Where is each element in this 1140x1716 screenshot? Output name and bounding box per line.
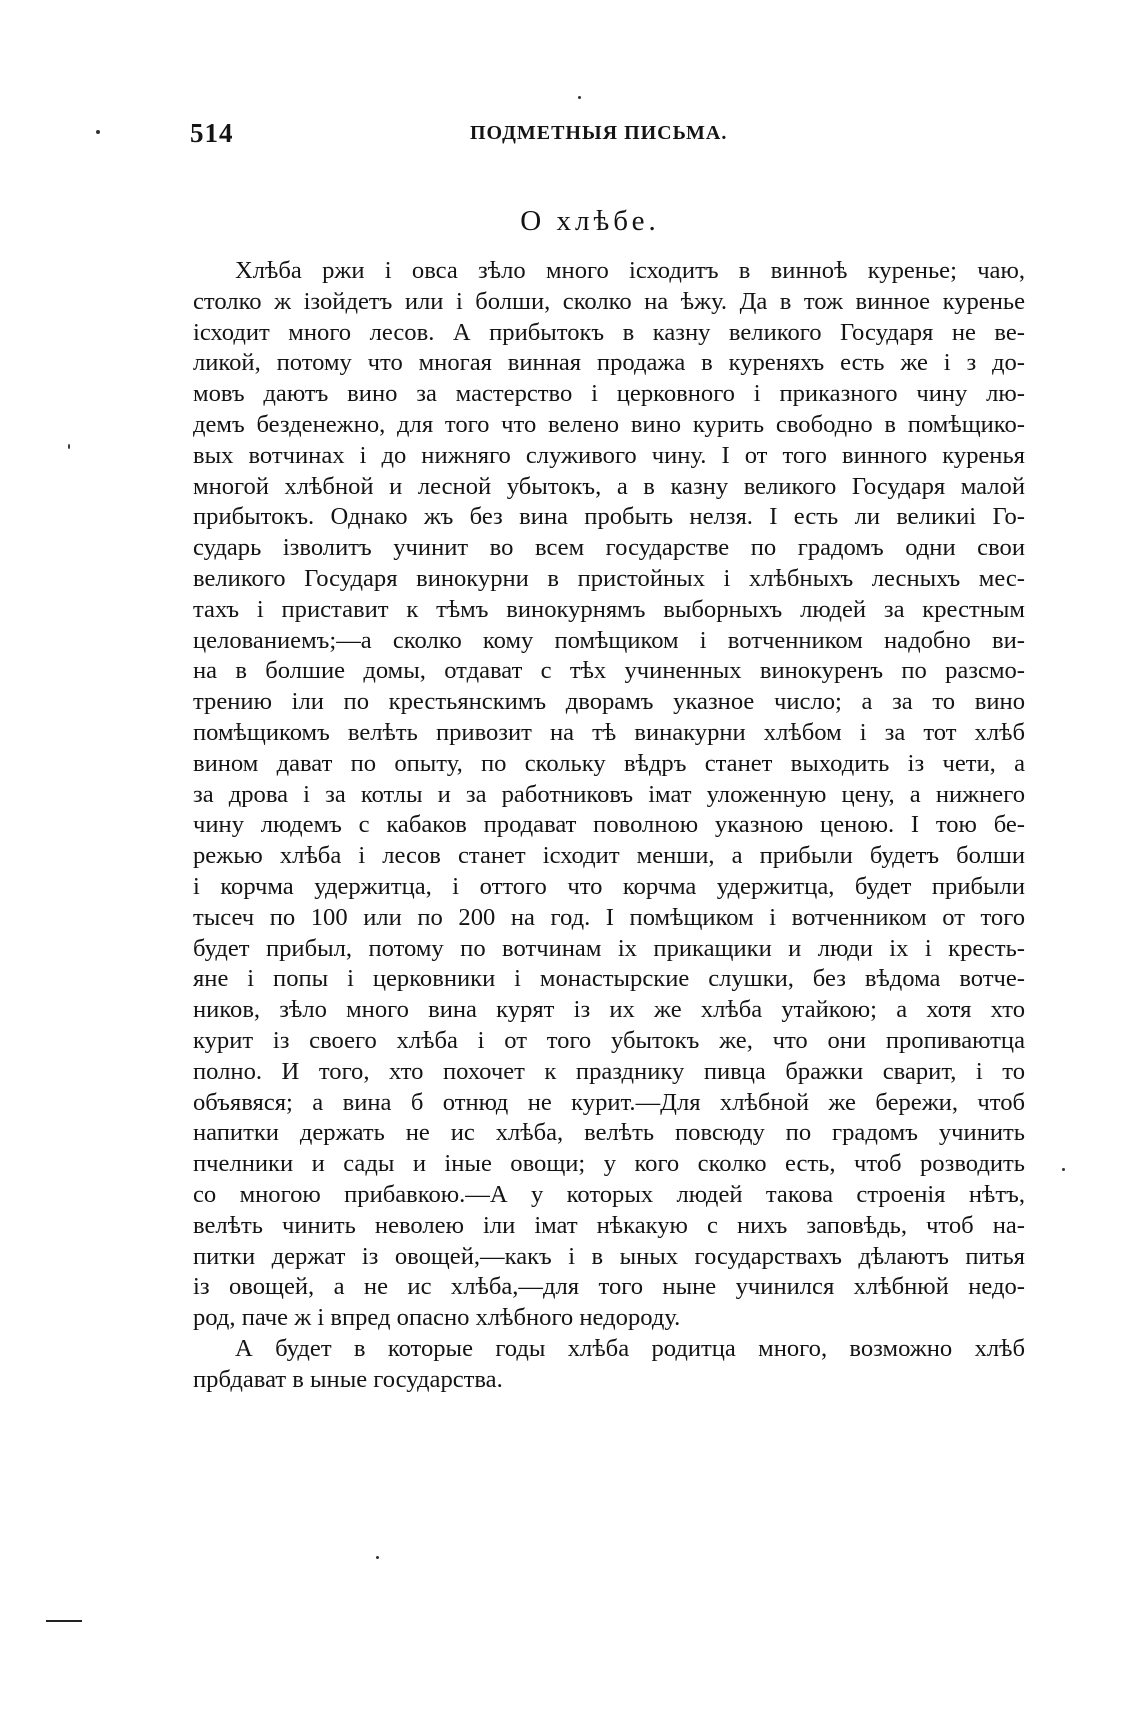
text-line: прбдават в ыные государства.: [193, 1365, 503, 1393]
margin-mark: [46, 1620, 82, 1622]
paragraph-2: [193, 1334, 1025, 1396]
page-number: 514: [190, 118, 234, 148]
running-title: ПОДМЕТНЫЯ ПИСЬМА.: [470, 122, 728, 144]
text-line: тахъ і приставит к тѣмъ винокурнямъ выборныхъ людей за крестным: [193, 595, 1025, 623]
text-line: целованиемъ;—а сколко кому помѣщиком і вотченником надобно ви-: [193, 626, 1025, 654]
text-line: вых вотчинах і до нижняго служивого чину. І от того винного куренья: [193, 441, 1025, 469]
body-text: [193, 256, 1025, 1395]
text-line: питки держат із овощей,—какъ і в ыных государствахъ дѣлаютъ питья: [193, 1242, 1025, 1270]
text-line: со многою прибавкою.—А у которых людей такова строенія нѣтъ,: [193, 1180, 1025, 1208]
text-line: ников, зѣло много вина курят із их же хлѣба утайкою; а хотя хто: [193, 996, 1025, 1024]
text-line: сударь ізволитъ учинит во всем государстве по градомъ одни свои: [193, 534, 1025, 562]
text-line: прибытокъ. Однако жъ без вина пробыть нелзя. І есть ли великиі Го-: [193, 503, 1025, 531]
text-line: тысеч по 100 или по 200 на год. І помѣщиком і вотченником от того: [193, 903, 1025, 931]
text-line: на в болшие домы, отдават с тѣх учиненных винокуренъ по разсмо-: [193, 657, 1025, 685]
text-line: за дрова і за котлы и за работниковъ імат уложенную цену, а нижнего: [193, 780, 1025, 808]
text-line: род, паче ж і впред опасно хлѣбного недороду.: [193, 1304, 681, 1332]
text-line: із овощей, а не ис хлѣба,—для того ныне учинился хлѣбнюй недо-: [193, 1273, 1025, 1301]
text-line: яне і попы і церковники і монастырские слушки, без вѣдома вотче-: [193, 965, 1025, 993]
text-line: полно. И того, хто похочет к празднику пивца бражки сварит, і то: [193, 1057, 1025, 1085]
page-header: [190, 118, 990, 158]
text-line: ісходит много лесов. А прибытокъ в казну великого Государя не ве-: [193, 318, 1025, 346]
text-line: А будет в которые годы хлѣба родитца много, возможно хлѣб: [235, 1334, 1025, 1362]
text-line: трению іли по крестьянскимъ дворамъ указное число; а за то вино: [193, 688, 1025, 716]
text-line: демъ безденежно, для того что велено вино курить свободно в помѣщико-: [193, 410, 1025, 438]
text-line: вином дават по опыту, по скольку вѣдръ станет выходить із чети, а: [193, 749, 1025, 777]
text-line: пчелники и сады и іные овощи; у кого сколко есть, чтоб розводить: [193, 1150, 1025, 1178]
text-line: Хлѣба ржи і овса зѣло много ісходитъ в винноѣ куренье; чаю,: [235, 257, 1025, 284]
text-line: великого Государя винокурни в пристойных і хлѣбныхъ лесныхъ мес-: [193, 564, 1025, 592]
text-line: велѣть чинить неволею іли імат нѣкакую с нихъ заповѣдь, чтоб на-: [193, 1211, 1025, 1239]
section-title: О хлѣбе.: [520, 205, 660, 237]
text-line: будет прибыл, потому по вотчинам іх прикащики и люди іх і кресть-: [193, 934, 1025, 962]
text-line: напитки держать не ис хлѣба, велѣть повсюду по градомъ учинить: [193, 1119, 1025, 1147]
paragraph-1: [193, 256, 1025, 1334]
text-line: чину людемъ с кабаков продават поволною указною ценою. І тою бе-: [193, 811, 1025, 839]
text-line: режью хлѣба і лесов станет ісходит менши, а прибыли будетъ болши: [193, 842, 1025, 870]
text-line: столко ж ізойдетъ или і болши, сколко на ѣжу. Да в тож винное куренье: [193, 287, 1025, 315]
text-line: і корчма удержитца, і оттого что корчма удержитца, будет прибыли: [193, 872, 1025, 900]
text-line: помѣщикомъ велѣть привозит на тѣ винакурни хлѣбом і за тот хлѣб: [193, 718, 1025, 746]
text-line: мовъ даютъ вино за мастерство і церковного і приказного чину лю-: [193, 380, 1025, 408]
text-line: курит із своего хлѣба і от того убытокъ же, что они пропиваютца: [193, 1026, 1025, 1054]
text-line: многой хлѣбной и лесной убытокъ, а в казну великого Государя малой: [193, 472, 1025, 500]
text-line: ликой, потому что многая винная продажа в куреняхъ есть же і з до-: [193, 349, 1025, 377]
text-line: объявяся; а вина б отнюд не курит.—Для хлѣбной же бережи, чтоб: [193, 1088, 1025, 1116]
